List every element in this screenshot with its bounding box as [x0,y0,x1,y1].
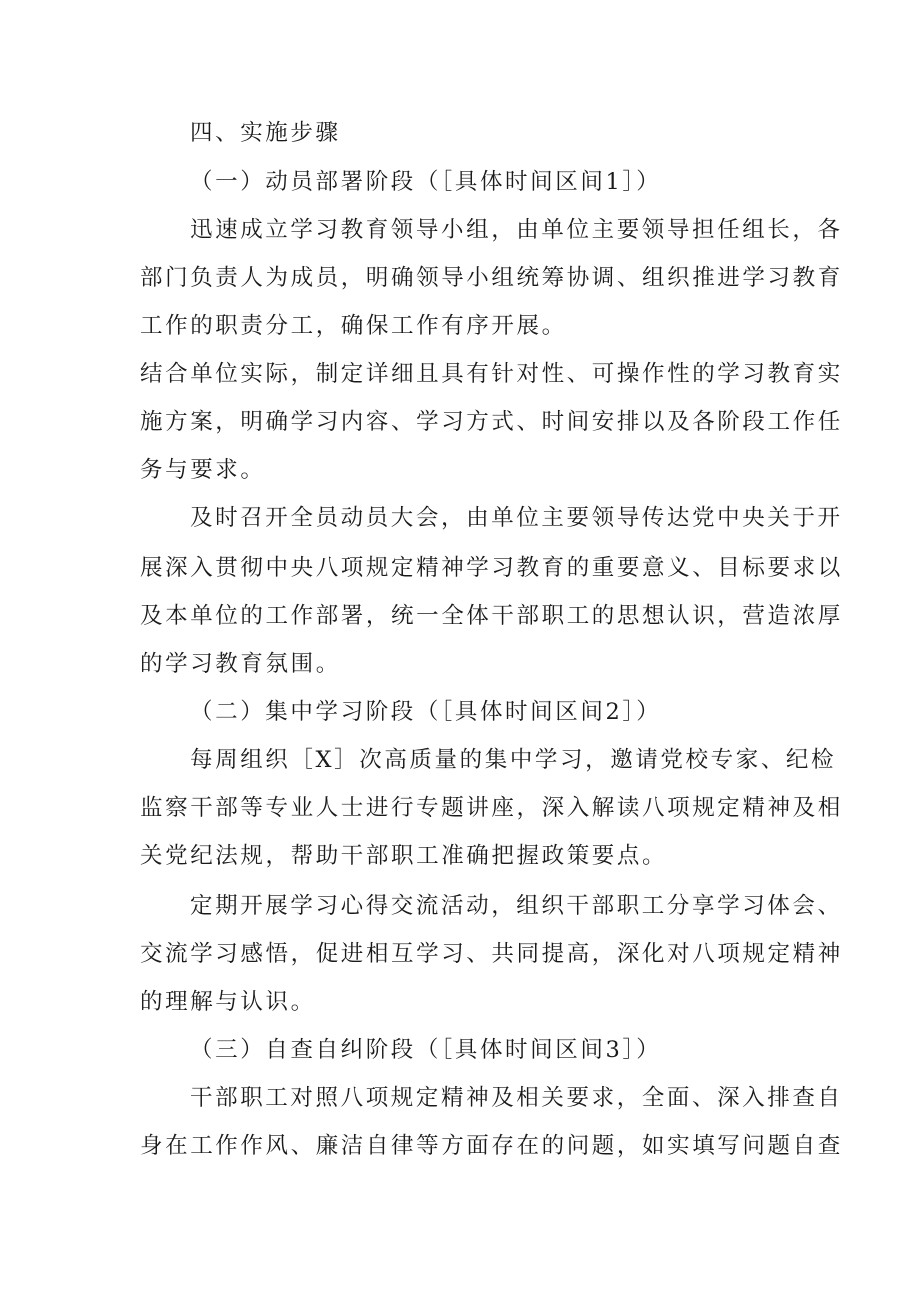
phase-2-para-1-line-1: 每周组织［X］次高质量的集中学习，邀请党校专家、纪检 [190,747,837,773]
phase-1-para-3-line-2: 展深入贯彻中央八项规定精神学习教育的重要意义、目标要求以 [140,555,843,581]
phase-1-para-1-line-1: 迅速成立学习教育领导小组，由单位主要领导担任组长，各 [190,217,843,243]
phase-3-para-1-line-2: 身在工作作风、廉洁自律等方面存在的问题，如实填写问题自查 [140,1133,843,1159]
phase-1-heading: （一）动员部署阶段（［具体时间区间1］） [190,169,662,195]
phase-2-heading: （二）集中学习阶段（［具体时间区间2］） [190,699,662,725]
phase-2-para-1-line-3: 关党纪法规，帮助干部职工准确把握政策要点。 [140,843,668,869]
phase-1-para-2-line-3: 务与要求。 [140,457,266,483]
phase-1-para-3-line-3: 及本单位的工作部署，统一全体干部职工的思想认识，营造浓厚 [140,603,843,629]
phase-1-para-1-line-2: 部门负责人为成员，明确领导小组统筹协调、组织推进学习教育 [140,265,843,291]
phase-1-para-3-line-1: 及时召开全员动员大会，由单位主要领导传达党中央关于开 [190,505,843,531]
phase-1-para-1-line-3: 工作的职责分工，确保工作有序开展。 [140,313,567,339]
phase-3-para-1-line-1: 干部职工对照八项规定精神及相关要求，全面、深入排查自 [190,1085,843,1111]
phase-2-para-1-line-2: 监察干部等专业人士进行专题讲座，深入解读八项规定精神及相 [140,795,843,821]
phase-1-para-3-line-4: 的学习教育氛围。 [140,651,341,677]
phase-1-para-2-line-1: 结合单位实际，制定详细且具有针对性、可操作性的学习教育实 [140,361,843,387]
phase-2-para-2-line-3: 的理解与认识。 [140,989,316,1015]
phase-2-para-2-line-2: 交流学习感悟，促进相互学习、共同提高，深化对八项规定精神 [140,941,843,967]
phase-3-heading: （三）自查自纠阶段（［具体时间区间3］） [190,1037,662,1063]
phase-2-para-2-line-1: 定期开展学习心得交流活动，组织干部职工分享学习体会、 [190,893,843,919]
phase-1-para-2-line-2: 施方案，明确学习内容、学习方式、时间安排以及各阶段工作任 [140,409,843,435]
section-title: 四、实施步骤 [190,120,341,146]
